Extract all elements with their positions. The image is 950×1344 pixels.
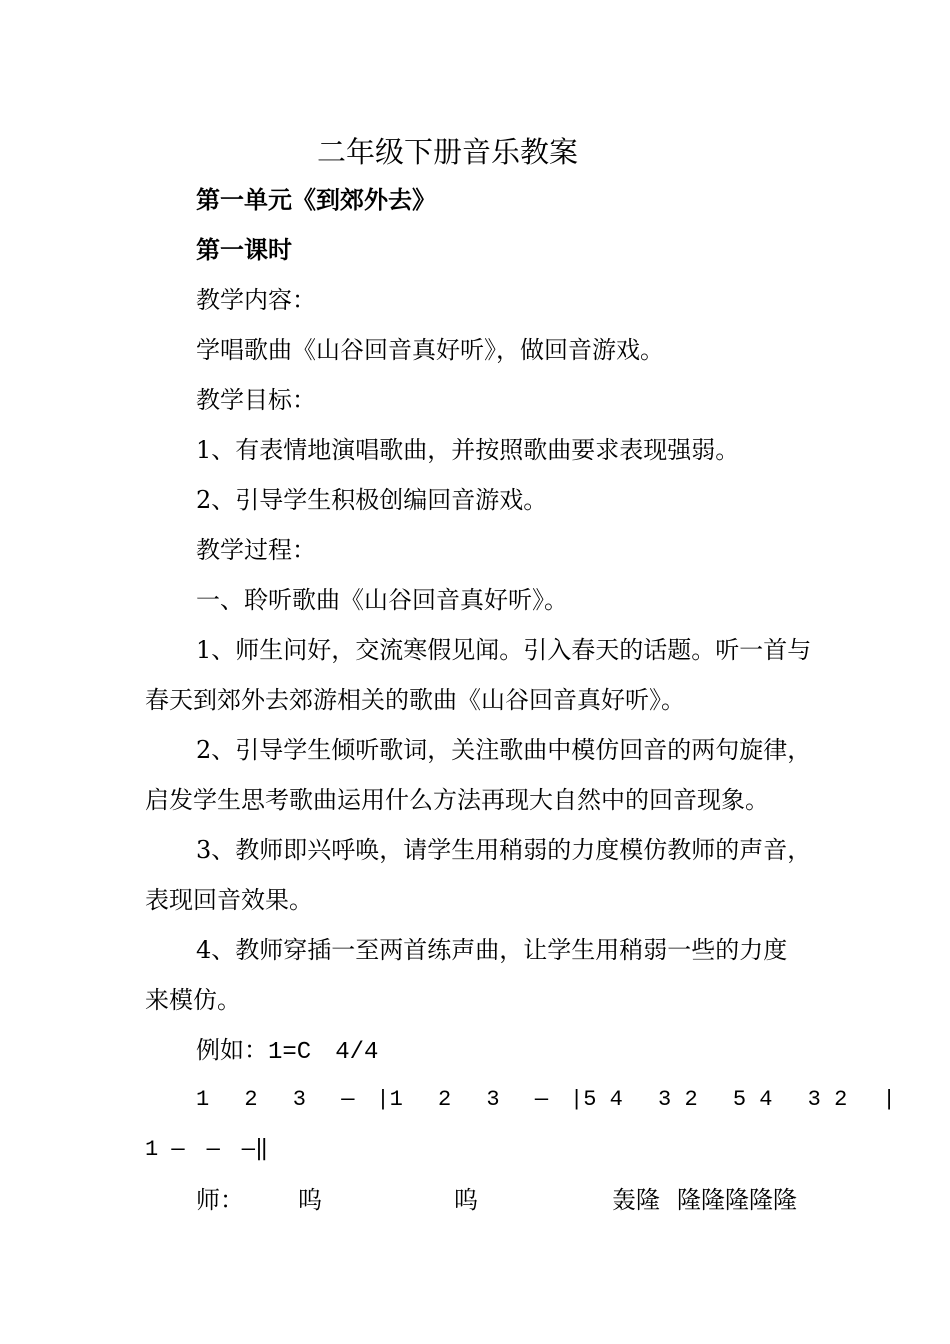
content-label: 教学内容： xyxy=(196,286,316,314)
step-line: 启发学生思考歌曲运用什么方法再现大自然中的回音现象。 xyxy=(145,786,769,814)
step-line: 4、教师穿插一至两首练声曲，让学生用稍弱一些的力度 xyxy=(196,936,788,964)
page-title: 二年级下册音乐教案 xyxy=(317,135,579,169)
step-line: 2、引导学生倾听歌词，关注歌曲中模仿回音的两句旋律， xyxy=(196,736,812,764)
goals-label: 教学目标： xyxy=(196,386,316,414)
notation-line: 1 2 3 — |1 2 3 — |5 4 3 2 5 4 3 2 | xyxy=(196,1087,896,1112)
goal-item: 2、引导学生积极创编回音游戏。 xyxy=(196,486,548,514)
step-line: 表现回音效果。 xyxy=(145,886,313,914)
section-heading: 一、聆听歌曲《山谷回音真好听》。 xyxy=(196,586,568,614)
unit-heading: 第一单元《到郊外去》 xyxy=(196,186,436,214)
example-key: 1=C 4/4 xyxy=(268,1039,379,1066)
call-label: 师： xyxy=(196,1186,244,1214)
call-word: 隆隆隆隆隆 xyxy=(677,1186,797,1214)
call-word: 轰隆 xyxy=(612,1186,660,1214)
notation-line: 1 — — —‖ xyxy=(145,1137,269,1162)
call-word: 呜 xyxy=(298,1186,322,1214)
call-word: 呜 xyxy=(454,1186,478,1214)
lesson-heading: 第一课时 xyxy=(196,236,292,264)
step-line: 1、师生问好，交流寒假见闻。引入春天的话题。听一首与 xyxy=(196,636,812,664)
step-line: 3、教师即兴呼唤，请学生用稍弱的力度模仿教师的声音， xyxy=(196,836,812,864)
example-line xyxy=(196,1034,378,1069)
content-text: 学唱歌曲《山谷回音真好听》，做回音游戏。 xyxy=(196,336,664,364)
process-label: 教学过程： xyxy=(196,536,316,564)
goal-item: 1、有表情地演唱歌曲，并按照歌曲要求表现强弱。 xyxy=(196,436,740,464)
example-label: 例如： xyxy=(196,1036,268,1064)
step-line: 春天到郊外去郊游相关的歌曲《山谷回音真好听》。 xyxy=(145,686,685,714)
step-line: 来模仿。 xyxy=(145,986,241,1014)
